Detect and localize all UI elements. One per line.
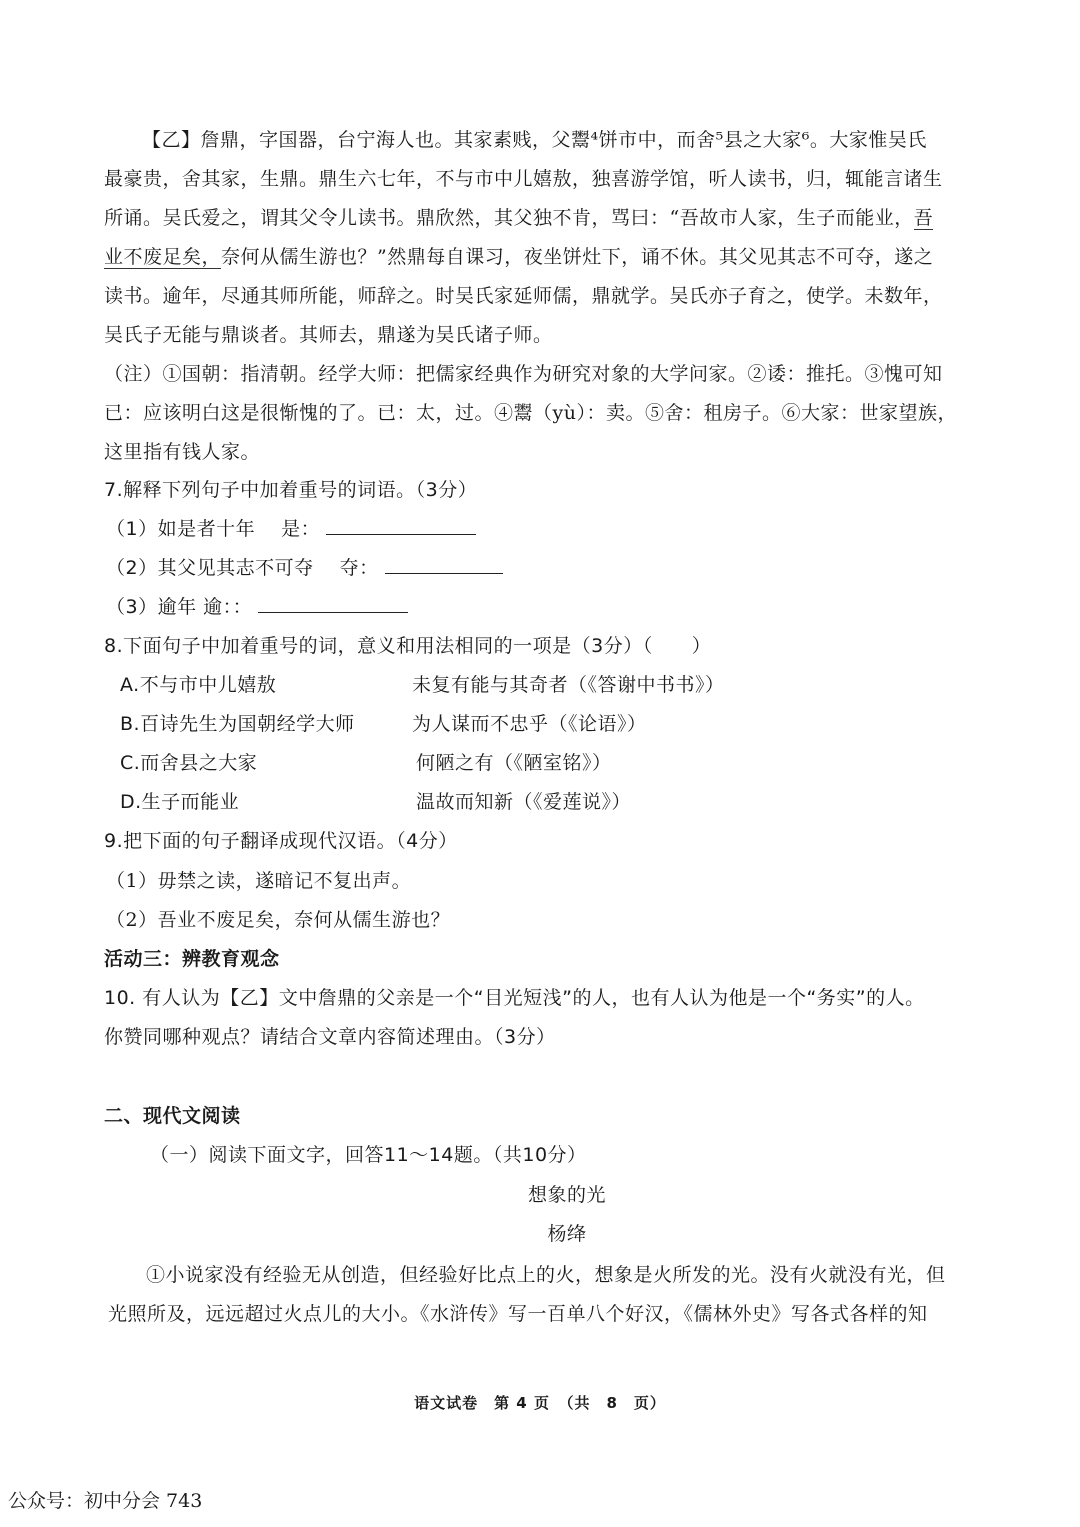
q9-title: 9.把下面的句子翻译成现代汉语。（4分）	[104, 830, 458, 852]
q8-option-c-right: 何陋之有（《陋室铭》）	[416, 752, 612, 774]
page-footer: 语文试卷 第 4 页 （共 8 页）	[414, 1394, 666, 1412]
q8-option-a-left: A.不与市中儿嬉敖	[120, 674, 277, 696]
passage-line-1: 【乙】詹鼎，字国器，台宁海人也。其家素贱，父鬻⁴饼市中，而舍⁵县之大家⁶。大家惟吴氏	[142, 129, 927, 151]
article-para-line-1: ①小说家没有经验无从创造，但经验好比点上的火，想象是火所发的光。没有火就没有光，但	[146, 1264, 946, 1286]
underlined-phrase-start: 吾	[913, 207, 934, 229]
q8-option-b-left: B.百诗先生为国朝经学大师	[120, 713, 355, 735]
passage-line-3-text: 所诵。吴氏爱之，谓其父令儿读书。鼎欣然，其父独不肯，骂曰：“吾故市人家，生子而能业，	[104, 207, 914, 229]
article-author: 杨绛	[547, 1223, 587, 1245]
q7-answer-blank-1[interactable]	[326, 516, 476, 535]
q8-option-d-right: 温故而知新（《爱莲说》）	[416, 791, 632, 813]
q7-item-1	[106, 516, 476, 542]
q8-option-c-left: C.而舍县之大家	[120, 752, 258, 774]
section2-heading: 二、现代文阅读	[104, 1105, 241, 1127]
passage-line-4	[104, 244, 933, 270]
passage-line-3	[104, 205, 933, 231]
passage-line-4-text: 奈何从儒生游也？”然鼎每自课习，夜坐饼灶下，诵不休。其父见其志不可夺，遂之	[221, 246, 934, 268]
q8-option-d-left: D.生子而能业	[120, 791, 240, 813]
watermark-text: 公众号：初中分会 743	[8, 1490, 203, 1512]
q7-answer-blank-2[interactable]	[385, 555, 503, 574]
note-line-3: 这里指有钱人家。	[104, 441, 261, 463]
article-title: 想象的光	[527, 1184, 606, 1206]
q7-item-2-text: （2）其父见其志不可夺 夺：	[106, 557, 379, 579]
q7-item-3-text: （3）逾年 逾：：	[106, 596, 253, 618]
section2-instruction: （一）阅读下面文字，回答11～14题。（共10分）	[150, 1144, 587, 1166]
q8-title: 8.下面句子中加着重号的词，意义和用法相同的一项是（3分）（ ）	[104, 635, 712, 657]
q9-item-1: （1）毋禁之读，遂暗记不复出声。	[106, 870, 412, 892]
q8-option-b-right: 为人谋而不忠乎（《论语》）	[412, 713, 647, 735]
q9-item-2: （2）吾业不废足矣，奈何从儒生游也？	[106, 909, 451, 931]
q7-item-1-text: （1）如是者十年 是：	[106, 518, 321, 540]
q7-answer-blank-3[interactable]	[258, 594, 408, 613]
article-para-line-2: 光照所及，远远超过火点儿的大小。《水浒传》写一百单八个好汉，《儒林外史》写各式各样的知	[108, 1303, 928, 1325]
passage-line-5: 读书。逾年，尽通其师所能，师辞之。时吴氏家延师儒，鼎就学。吴氏亦子育之，使学。未数年，	[104, 285, 943, 307]
passage-line-6: 吴氏子无能与鼎谈者。其师去，鼎遂为吴氏诸子师。	[104, 324, 553, 346]
activity3-heading: 活动三：辨教育观念	[104, 948, 280, 970]
note-line-1: （注）①国朝：指清朝。经学大师：把儒家经典作为研究对象的大学问家。②诿：推托。③愧可知	[104, 363, 943, 385]
underlined-phrase-end: 业不废足矣，	[104, 246, 222, 268]
note-line-2: 已：应该明白这是很惭愧的了。已：太，过。④鬻（yù）：卖。⑤舍：租房子。⑥大家：世家望族，	[104, 402, 957, 424]
q7-item-2	[106, 555, 503, 581]
q10-line-1: 10. 有人认为【乙】文中詹鼎的父亲是一个“目光短浅”的人，也有人认为他是一个“务实”的人。	[104, 987, 925, 1009]
passage-line-2: 最豪贵，舍其家，生鼎。鼎生六七年，不与市中儿嬉敖，独喜游学馆，听人读书，归，辄能言诸生	[104, 168, 943, 190]
q10-line-2: 你赞同哪种观点？请结合文章内容简述理由。（3分）	[104, 1026, 556, 1048]
q7-item-3	[106, 594, 408, 620]
q7-title: 7.解释下列句子中加着重号的词语。（3分）	[104, 479, 478, 501]
q8-option-a-right: 未复有能与其奇者（《答谢中书书》）	[412, 674, 725, 696]
